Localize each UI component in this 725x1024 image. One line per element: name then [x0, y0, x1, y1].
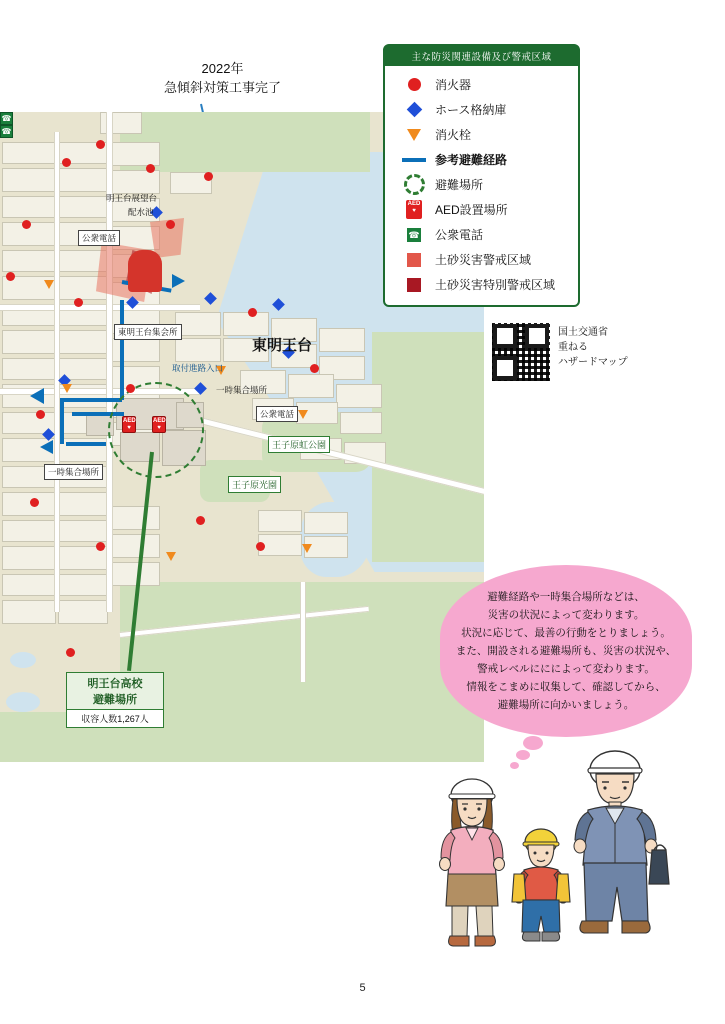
- map-label-reservoir-line2: 配水池: [128, 207, 154, 217]
- advice-line-7: 避難場所に向かいましょう。: [497, 699, 635, 712]
- fire-extinguisher-icon[interactable]: [196, 516, 205, 525]
- advice-speech-bubble: [440, 565, 692, 737]
- qr-block[interactable]: [492, 323, 628, 381]
- water-body-small-1: [10, 652, 36, 668]
- public-phone-icon-1[interactable]: ☎: [1, 114, 12, 123]
- route-blue-horizontal-1: [60, 398, 122, 402]
- fire-extinguisher-icon[interactable]: [126, 384, 135, 393]
- red-circle-icon: [399, 78, 429, 91]
- legend-label: 避難場所: [435, 178, 484, 192]
- advice-line-2: 災害の状況によって変わります。: [487, 608, 645, 621]
- callout-construction-complete: [130, 60, 315, 98]
- public-phone-icon-2[interactable]: ☎: [1, 127, 12, 136]
- blue-line-icon: [399, 158, 429, 162]
- road-south-connector: [300, 582, 306, 682]
- map-label-public-phone-center: 公衆電話: [256, 406, 298, 422]
- fire-hydrant-icon[interactable]: [298, 410, 308, 419]
- illustration-child: [512, 829, 570, 941]
- fire-extinguisher-icon[interactable]: [166, 220, 175, 229]
- map-label-access-entrance: 取付進路入口: [172, 363, 224, 373]
- fire-extinguisher-icon[interactable]: [146, 164, 155, 173]
- qr-caption-line-3: ハザードマップ: [558, 357, 628, 368]
- water-body-small-2: [6, 692, 40, 712]
- highschool-shelter-label: 避難場所: [93, 694, 137, 706]
- qr-caption: [558, 323, 628, 370]
- route-blue-to-reservoir: [120, 300, 124, 400]
- map-label-public-phone-nw: 公衆電話: [78, 230, 120, 246]
- green-area-east: [372, 332, 484, 562]
- advice-line-6: 情報をこまめに収集して、確認してから、: [466, 681, 666, 694]
- family-illustration: [410, 750, 710, 970]
- fire-hydrant-icon[interactable]: [62, 384, 72, 393]
- advice-line-3: 状況に応じて、最善の行動をとりましょう。: [461, 626, 671, 639]
- legend-title: 主な防災関連設備及び警戒区域: [385, 46, 578, 66]
- map-label-reservoir-line1: 明王台展望台: [106, 193, 158, 203]
- fire-extinguisher-icon[interactable]: [310, 364, 319, 373]
- map-label-park-hikari: 王子原光園: [228, 476, 281, 493]
- fire-extinguisher-icon[interactable]: [204, 172, 213, 181]
- fire-extinguisher-icon[interactable]: [96, 542, 105, 551]
- route-blue-horizontal-3: [66, 442, 106, 446]
- advice-line-1: 避難経路や一時集合場所などは、: [487, 590, 645, 603]
- fire-extinguisher-icon[interactable]: [62, 158, 71, 167]
- fire-extinguisher-icon[interactable]: [248, 308, 257, 317]
- blue-diamond-icon: [399, 104, 429, 115]
- road-horizontal-1: [0, 304, 200, 311]
- legend-label: 土砂災害警戒区域: [435, 253, 532, 267]
- map-legend: [383, 44, 580, 307]
- map-label-kaikan: 東明王台集会所: [114, 324, 182, 340]
- map-label-temp-assembly-2: 一時集合場所: [44, 464, 103, 480]
- aed-icon-1[interactable]: AED ♥: [123, 418, 136, 431]
- legend-label: AED設置場所: [435, 203, 508, 217]
- legend-item-fire-extinguisher: [385, 72, 578, 97]
- route-blue-vertical-west: [60, 398, 64, 444]
- road-vertical-2: [54, 132, 60, 612]
- public-phone-icon: ☎: [408, 229, 420, 240]
- green-dashed-circle-icon: [399, 174, 429, 195]
- road-vertical-1: [106, 112, 113, 612]
- highschool-capacity: 収容人数1,267人: [67, 709, 163, 727]
- orange-triangle-icon: [399, 129, 429, 141]
- aed-icon-2[interactable]: AED ♥: [153, 418, 166, 431]
- legend-label: 公衆電話: [435, 228, 484, 242]
- fire-extinguisher-icon[interactable]: [22, 220, 31, 229]
- advice-text: [456, 588, 676, 714]
- qr-code-icon[interactable]: [492, 323, 550, 381]
- fire-extinguisher-icon[interactable]: [30, 498, 39, 507]
- bubble-tail-large: [523, 736, 543, 750]
- fire-hydrant-icon[interactable]: [44, 280, 54, 289]
- qr-caption-line-1: 国土交通省: [558, 327, 608, 338]
- red-square-icon: [399, 253, 429, 267]
- legend-label: 土砂災害特別警戒区域: [435, 278, 556, 292]
- fire-extinguisher-icon[interactable]: [36, 410, 45, 419]
- qr-caption-line-2: 重ねる: [558, 342, 588, 353]
- callout-line-1: 2022年: [201, 61, 244, 76]
- legend-item-shelter: [385, 172, 578, 197]
- fire-extinguisher-icon[interactable]: [6, 272, 15, 281]
- highschool-name: 明王台高校: [87, 678, 143, 690]
- legend-item-fire-hydrant: [385, 122, 578, 147]
- map-label-temp-assembly-1: 一時集合場所: [216, 385, 268, 395]
- map-label-district: 東明王台: [252, 337, 313, 354]
- callout-line-2: 急傾斜対策工事完了: [163, 79, 281, 95]
- hose-box-icon[interactable]: [204, 292, 217, 305]
- legend-label: 消火器: [435, 78, 472, 92]
- illustration-father: [574, 751, 669, 933]
- route-arrow-west: [30, 388, 44, 404]
- legend-item-hazard-warning: [385, 247, 578, 272]
- legend-label: 参考避難経路: [435, 153, 508, 167]
- legend-item-evacuation-route: [385, 147, 578, 172]
- page-number: 5: [359, 982, 366, 994]
- illustration-mother: [440, 779, 505, 946]
- fire-extinguisher-icon[interactable]: [96, 140, 105, 149]
- aed-icon: AED ♥: [399, 200, 429, 219]
- legend-items: [385, 66, 578, 305]
- fire-extinguisher-icon[interactable]: [74, 298, 83, 307]
- fire-hydrant-icon[interactable]: [166, 552, 176, 561]
- route-arrow-southwest: [40, 440, 53, 454]
- fire-hydrant-icon[interactable]: [302, 544, 312, 553]
- legend-item-aed: [385, 197, 578, 222]
- map-label-park-niji: 王子原虹公園: [268, 436, 330, 453]
- family-illustration-svg: [410, 750, 710, 965]
- legend-item-hose-box: [385, 97, 578, 122]
- fire-extinguisher-icon[interactable]: [66, 648, 75, 657]
- fire-extinguisher-icon[interactable]: [256, 542, 265, 551]
- route-arrow-northeast: [172, 274, 185, 288]
- legend-item-hazard-special: [385, 272, 578, 297]
- advice-line-4: また、開設される避難場所も、災害の状況や、: [455, 644, 677, 657]
- legend-item-public-phone: [385, 222, 578, 247]
- advice-line-5: 警戒レベルににによって変わります。: [477, 663, 655, 676]
- reservoir-structure: [128, 250, 162, 292]
- legend-label: ホース格納庫: [435, 103, 507, 117]
- highschool-shelter-callout: [66, 672, 164, 728]
- legend-label: 消火栓: [435, 128, 472, 142]
- dark-red-square-icon: [399, 278, 429, 292]
